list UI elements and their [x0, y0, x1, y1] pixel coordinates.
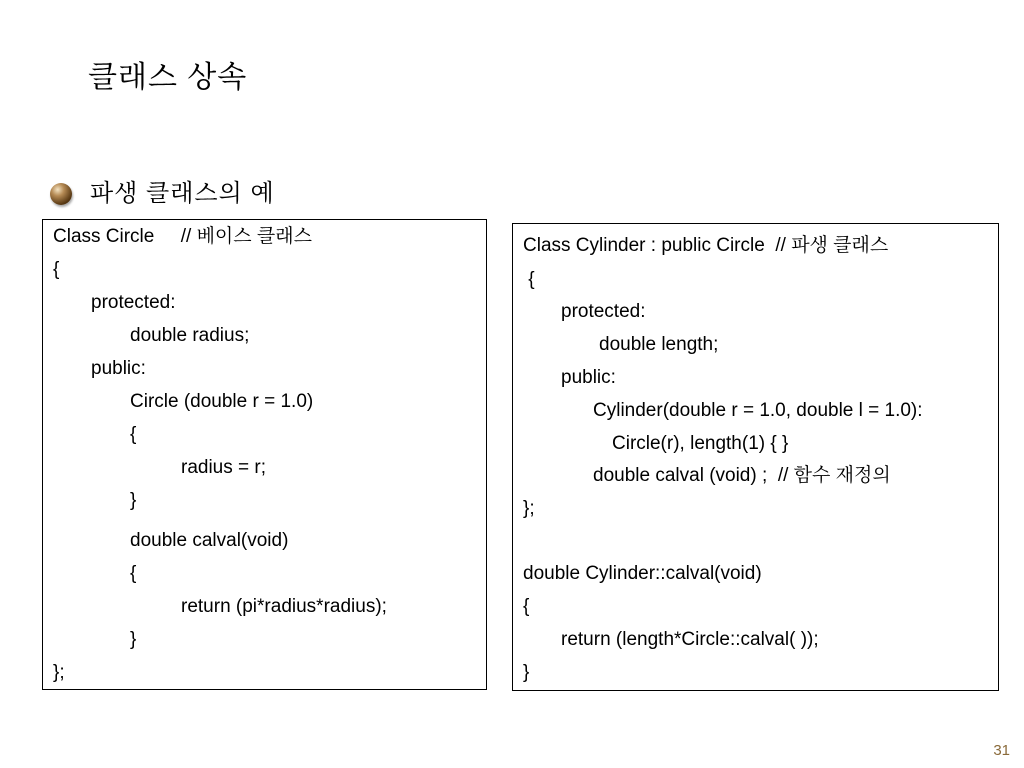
- code-line: double length;: [599, 334, 719, 355]
- code-line: {: [130, 424, 137, 445]
- code-line: return (length*Circle::calval( ));: [561, 629, 819, 650]
- code-line: };: [523, 498, 535, 519]
- code-line: }: [130, 629, 137, 650]
- base-class-code-box: [42, 219, 487, 690]
- code-line: {: [523, 269, 535, 290]
- code-line: {: [53, 259, 60, 280]
- code-line: }: [523, 662, 530, 683]
- code-line: protected:: [561, 301, 646, 322]
- code-line: Cylinder(double r = 1.0, double l = 1.0):: [593, 400, 923, 421]
- code-line: radius = r;: [181, 457, 267, 478]
- bullet-item: [50, 176, 275, 212]
- code-line: protected:: [91, 292, 176, 313]
- derived-class-code-box: [512, 223, 999, 691]
- code-line: public:: [561, 367, 616, 388]
- code-line: double Cylinder::calval(void): [523, 563, 762, 584]
- code-line: double calval (void) ; // 함수 재정의: [593, 465, 891, 486]
- code-line: }: [130, 490, 137, 511]
- code-line: double radius;: [130, 325, 250, 346]
- bullet-sphere-icon: [50, 183, 72, 205]
- code-line: {: [130, 563, 137, 584]
- code-line: return (pi*radius*radius);: [181, 596, 387, 617]
- code-line: };: [53, 662, 65, 683]
- code-line: public:: [91, 358, 146, 379]
- bullet-subtitle: 파생 클래스의 예: [90, 180, 275, 207]
- code-line: {: [523, 596, 530, 617]
- code-line: Class Circle // 베이스 클래스: [53, 226, 312, 247]
- code-line: Circle (double r = 1.0): [130, 391, 314, 412]
- page-number: 31: [993, 742, 1010, 759]
- code-line: double calval(void): [130, 530, 289, 551]
- code-line: Circle(r), length(1) { }: [612, 433, 789, 454]
- slide-title: 클래스 상속: [88, 61, 248, 94]
- code-line: Class Cylinder : public Circle // 파생 클래스: [523, 235, 889, 256]
